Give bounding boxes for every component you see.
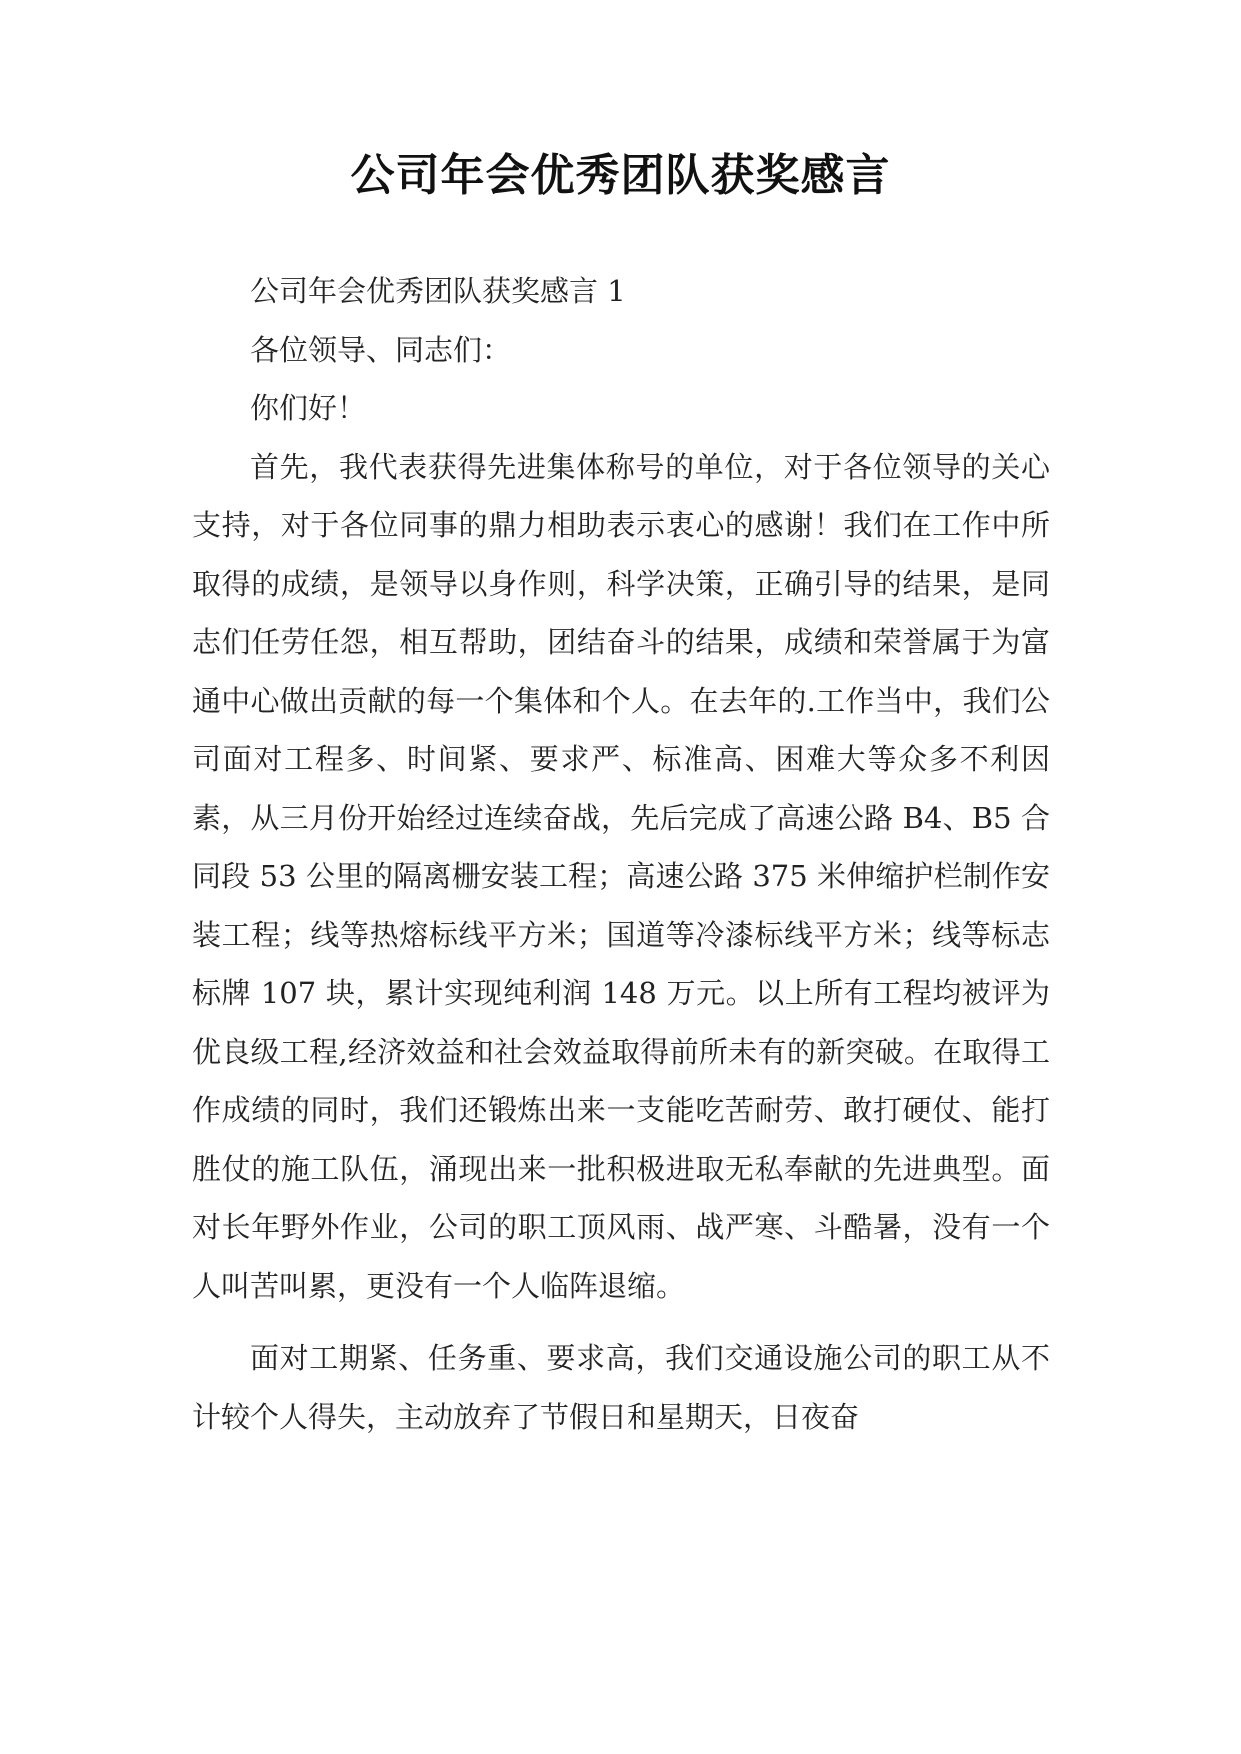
body-paragraph: 面对工期紧、任务重、要求高，我们交通设施公司的职工从不计较个人得失，主动放弃了节假日和星期天，日夜奋 <box>192 1341 1050 1434</box>
document-body <box>192 262 1050 1446</box>
section-heading: 公司年会优秀团队获奖感言 1 <box>250 274 626 308</box>
greeting: 你们好！ <box>250 391 367 425</box>
salutation: 各位领导、同志们： <box>250 332 512 367</box>
document-title: 公司年会优秀团队获奖感言 <box>350 150 891 201</box>
body-paragraph: 首先，我代表获得先进集体称号的单位，对于各位领导的关心支持，对于各位同事的鼎力相助表示衷心的感谢！我们在工作中所取得的成绩，是领导以身作则，科学决策，正确引导的结果，是同志们任劳任怨，相互帮助，团结奋斗的结果，成绩和荣誉属于为富通中心做出贡献的每一个集体和个人。在去年的.工作当中，我们公司面对工程多、时间紧、要求严、标准高、困难大等众多不利因素，从三月份开始经过连续奋战，先后完成了高速公路 B4、B5 合同段 53 公里的隔离栅安装工程；高速公路 375 米伸缩护栏制作安装工程；线等热熔标线平方米；国道等冷漆标线平方米；线等标志标牌 107 块，累计实现纯利润 148 万元。以上所有工程均被评为优良级工程,经济效益和社会效益取得前所未有的新突破。在取得工作成绩的同时，我们还锻炼出来一支能吃苦耐劳、敢打硬仗、能打胜仗的施工队伍，涌现出来一批积极进取无私奉献的先进典型。面对长年野外作业，公司的职工顶风雨、战严寒、斗酷暑，没有一个人叫苦叫累，更没有一个人临阵退缩。 <box>192 449 1050 1303</box>
